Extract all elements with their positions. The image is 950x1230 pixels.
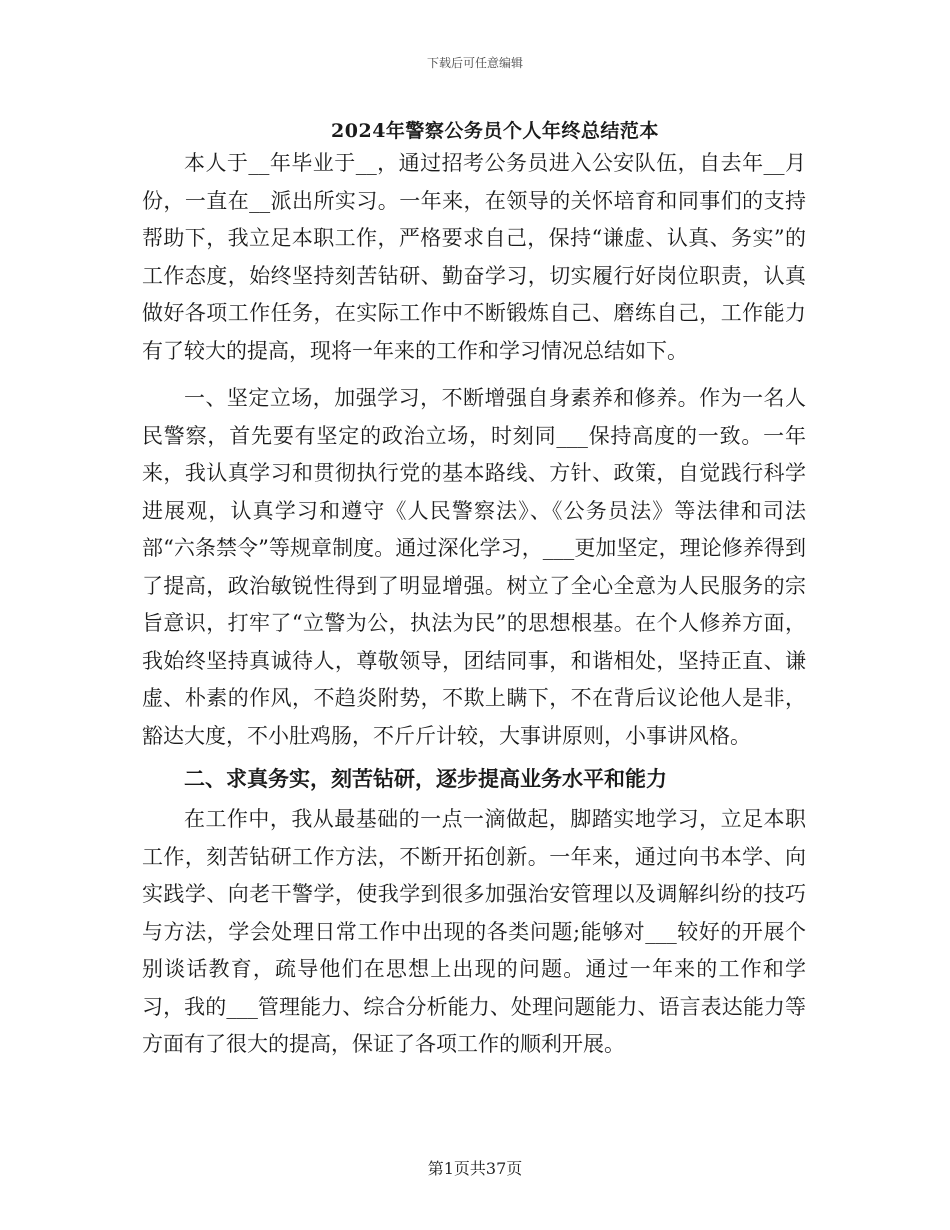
paragraph-section-two: 在工作中，我从最基础的一点一滴做起，脚踏实地学习，立足本职工作，刻苦钻研工作方法，不断开拓创新。一年来，通过向书本学、向实践学、向老干警学，使我学到很多加强治安管理以及调解纠纷的技巧与方法，学会处理日常工作中出现的各类问题;能够对___较好的开展个别谈话教育，疏导他们在思想上出现的问题。通过一年来的工作和学习，我的___管理能力、综合分析能力、处理问题能力、语言表达能力等方面有了很大的提高，保证了各项工作的顺利开展。 <box>142 807 806 1056</box>
page-footer: 第1页共37页 <box>427 1159 523 1178</box>
paragraph-section-one: 一、坚定立场，加强学习，不断增强自身素养和修养。作为一名人民警察，首先要有坚定的政治立场，时刻同___保持高度的一致。一年来，我认真学习和贯彻执行党的基本路线、方针、政策，自觉践行科学进展观，认真学习和遵守《人民警察法》、《公务员法》等法律和司法部“六条禁令”等规章制度。通过深化学习，___更加坚定，理论修养得到了提高，政治敏锐性得到了明显增强。树立了全心全意为人民服务的宗旨意识，打牢了“立警为公，执法为民”的思想根基。在个人修养方面，我始终坚持真诚待人，尊敬领导，团结同事，和谐相处，坚持正直、谦虚、朴素的作风，不趋炎附势，不欺上瞒下，不在背后议论他人是非，豁达大度，不小肚鸡肠，不斤斤计较，大事讲原则，小事讲风格。 <box>142 386 806 748</box>
section-heading-two: 二、求真务实，刻苦钻研，逐步提高业务水平和能力 <box>184 766 667 791</box>
paragraph-intro: 本人于__年毕业于__，通过招考公务员进入公安队伍，自去年__月份，一直在__派出所实习。一年来，在领导的关怀培育和同事们的支持帮助下，我立足本职工作，严格要求自己，保持“谦虚、认真、务实”的工作态度，始终坚持刻苦钻研、勤奋学习，切实履行好岗位职责，认真做好各项工作任务，在实际工作中不断锻炼自己、磨练自己，工作能力有了较大的提高，现将一年来的工作和学习情况总结如下。 <box>142 151 806 363</box>
document-body <box>142 145 806 1064</box>
document-title: 2024年警察公务员个人年终总结范本 <box>331 120 659 142</box>
header-note: 下载后可任意编辑 <box>426 56 523 70</box>
